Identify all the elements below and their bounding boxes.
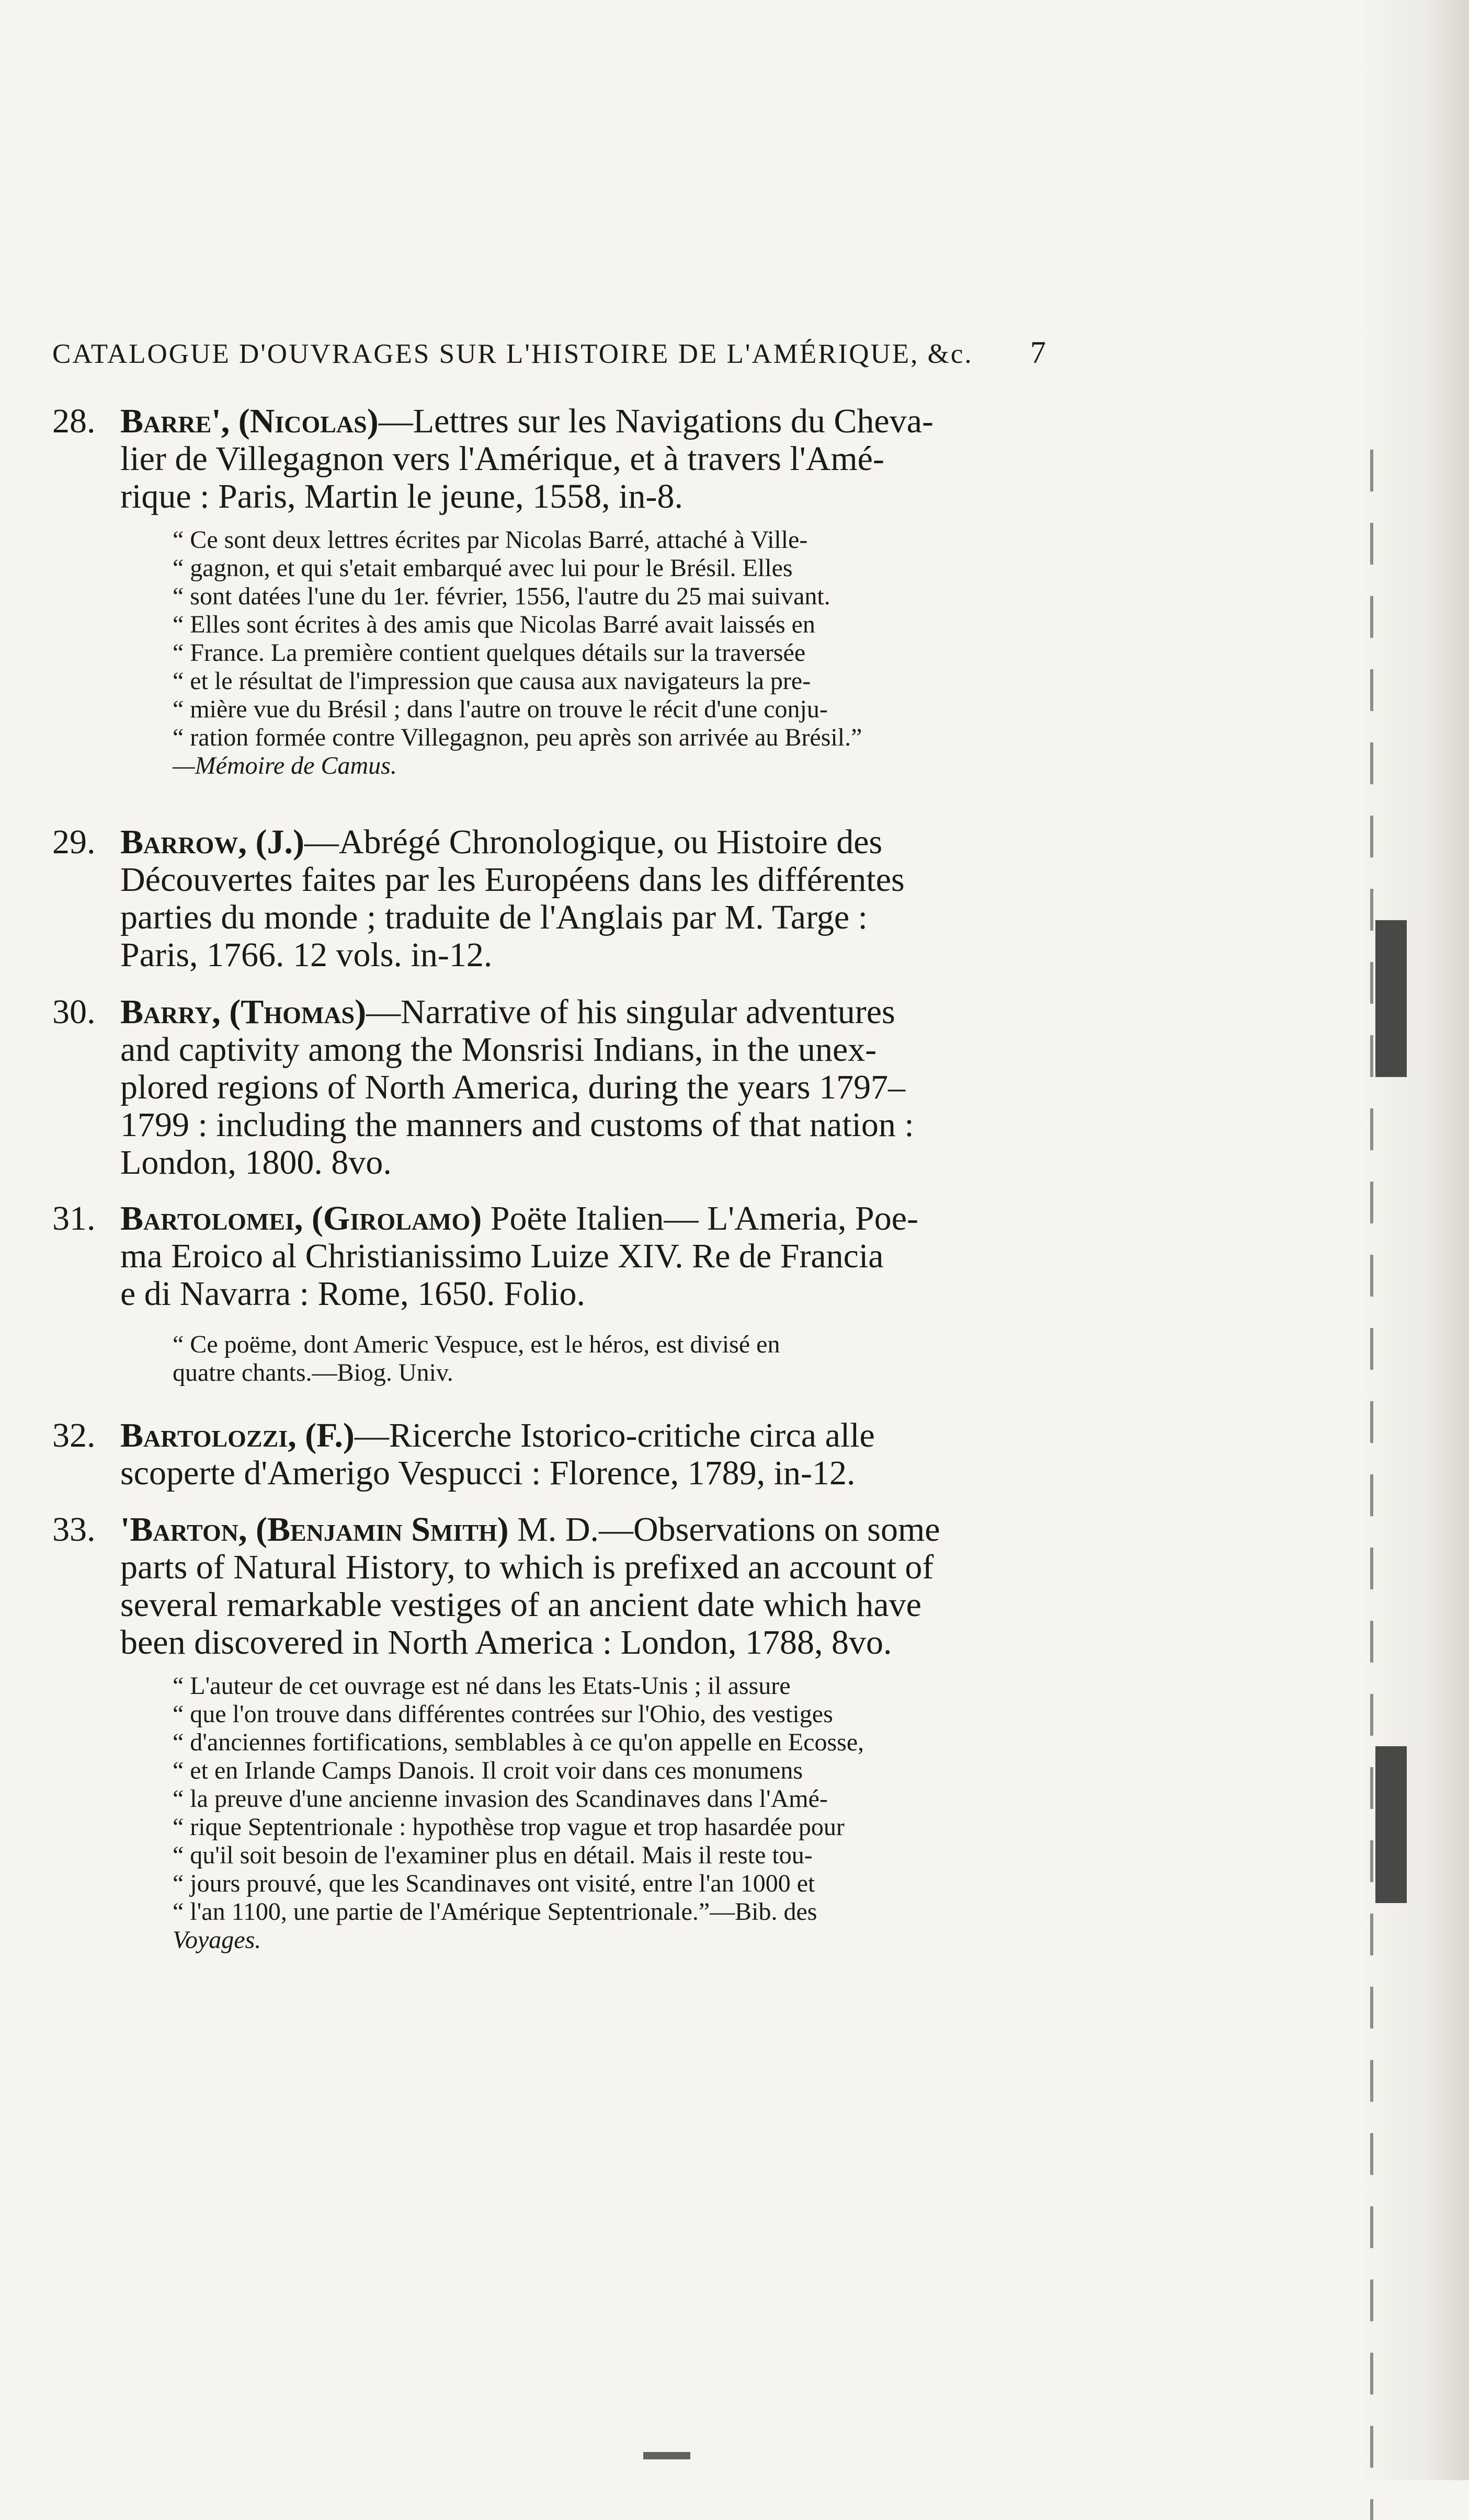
quote-line: “ sont datées l'une du 1er. février, 1556, l'autre du 25 mai suivant. <box>173 582 830 610</box>
entry-line: e di Navarra : Rome, 1650. Folio. <box>120 1275 586 1313</box>
entry-line <box>52 823 1056 861</box>
entry-line: Paris, 1766. 12 vols. in-12. <box>120 936 493 974</box>
quote-line: “ qu'il soit besoin de l'examiner plus en détail. Mais il reste tou- <box>173 1841 813 1869</box>
running-header <box>52 335 1046 371</box>
quote-line: “ la preuve d'une ancienne invasion des Scandinaves dans l'Amé- <box>173 1785 828 1813</box>
quote-line: “ Ce sont deux lettres écrites par Nicolas Barré, attaché à Ville- <box>173 526 808 554</box>
entry-text <box>52 1200 1056 1313</box>
entry-line-text: Poëte Italien— L'Ameria, Poe- <box>482 1199 919 1238</box>
entry-line <box>52 403 1056 440</box>
entry-number: 29. <box>52 823 96 861</box>
entry-line: been discovered in North America : London, 1788, 8vo. <box>120 1623 892 1662</box>
entry-text <box>52 993 1056 1182</box>
entry-author: Bartolomei, (Girolamo) <box>120 1199 482 1238</box>
header-title: CATALOGUE D'OUVRAGES SUR L'HISTOIRE DE L'AMÉRIQUE, &c. <box>52 339 973 369</box>
binding-shadow <box>1360 0 1469 2480</box>
entry-line <box>52 1200 1056 1238</box>
entry-text <box>52 1511 1056 1662</box>
quote-line: “ et en Irlande Camps Danois. Il croit voir dans ces monumens <box>173 1757 803 1784</box>
entry-line: Découvertes faites par les Européens dans les différentes <box>120 861 905 899</box>
entry-line: several remarkable vestiges of an ancient date which have <box>120 1586 921 1624</box>
catalogue-entry-32 <box>52 1417 1056 1492</box>
quote-line: “ ration formée contre Villegagnon, peu après son arrivée au Brésil.” <box>173 724 862 751</box>
entry-number: 28. <box>52 402 96 440</box>
entry-line <box>52 993 1056 1031</box>
quote-line: “ l'an 1100, une partie de l'Amérique Septentrionale.”—Bib. des <box>173 1898 817 1926</box>
entry-line-text: —Abrégé Chronologique, ou Histoire des <box>304 823 883 861</box>
quote-line: quatre chants.—Biog. Univ. <box>173 1359 453 1387</box>
entry-author: Bartolozzi, (F.) <box>120 1416 355 1454</box>
entry-line: scoperte d'Amerigo Vespucci : Florence, 1789, in-12. <box>120 1454 856 1492</box>
entry-quote <box>52 1672 1056 1954</box>
quote-line: “ mière vue du Brésil ; dans l'autre on trouve le récit d'une conju- <box>173 695 828 723</box>
quote-line: “ jours prouvé, que les Scandinaves ont visité, entre l'an 1000 et <box>173 1870 815 1897</box>
quote-source: Voyages. <box>173 1926 261 1954</box>
entry-author: Barrow, (J.) <box>120 823 304 861</box>
entry-line: rique : Paris, Martin le jeune, 1558, in-8. <box>120 477 683 516</box>
entry-line-text: —Narrative of his singular adventures <box>366 993 895 1031</box>
entry-number: 31. <box>52 1199 96 1238</box>
entry-number: 30. <box>52 993 96 1031</box>
catalogue-entry-30 <box>52 993 1056 1182</box>
quote-line: “ France. La première contient quelques détails sur la traversée <box>173 639 806 667</box>
entry-line <box>52 1417 1056 1454</box>
entry-line-text: —Lettres sur les Navigations du Cheva- <box>378 402 933 440</box>
quote-line: “ rique Septentrionale : hypothèse trop vague et trop hasardée pour <box>173 1813 845 1841</box>
entry-line: parts of Natural History, to which is prefixed an account of <box>120 1548 934 1586</box>
entry-line: plored regions of North America, during the years 1797– <box>120 1068 906 1106</box>
quote-line: “ Ce poëme, dont Americ Vespuce, est le héros, est divisé en <box>173 1331 780 1358</box>
entry-quote <box>52 526 1056 780</box>
quote-line: “ gagnon, et qui s'etait embarqué avec lui pour le Brésil. Elles <box>173 554 793 582</box>
quote-source: —Mémoire de Camus. <box>173 752 397 780</box>
entry-author: 'Barton, (Benjamin Smith) <box>120 1510 509 1549</box>
entry-number: 32. <box>52 1416 96 1454</box>
catalogue-entry-28 <box>52 403 1056 780</box>
scan-edge-artifact <box>1370 450 1373 2520</box>
entry-number: 33. <box>52 1510 96 1549</box>
entry-line: 1799 : including the manners and customs of that nation : <box>120 1106 914 1144</box>
entry-text <box>52 1417 1056 1492</box>
quote-line: “ et le résultat de l'impression que causa aux navigateurs la pre- <box>173 667 811 695</box>
page-number: 7 <box>1030 335 1046 370</box>
entry-line: ma Eroico al Christianissimo Luize XIV. Re de Francia <box>120 1237 884 1275</box>
catalogue-entry-29 <box>52 823 1056 974</box>
quote-line: “ Elles sont écrites à des amis que Nicolas Barré avait laissés en <box>173 611 815 638</box>
entry-text <box>52 403 1056 516</box>
scan-edge-artifact <box>1375 1746 1407 1903</box>
entry-author: Barre', (Nicolas) <box>120 402 379 440</box>
entry-line <box>52 1511 1056 1549</box>
scan-bottom-artifact <box>643 2452 690 2459</box>
entry-line: London, 1800. 8vo. <box>120 1143 392 1182</box>
entry-line: and captivity among the Monsrisi Indians, in the unex- <box>120 1030 877 1069</box>
entry-line: parties du monde ; traduite de l'Anglais par M. Targe : <box>120 898 868 936</box>
entry-author: Barry, (Thomas) <box>120 993 367 1031</box>
entry-quote <box>52 1331 1056 1387</box>
quote-line: “ d'anciennes fortifications, semblables à ce qu'on appelle en Ecosse, <box>173 1728 864 1756</box>
catalogue-entry-33 <box>52 1511 1056 1954</box>
entry-line-text: —Ricerche Istorico-critiche circa alle <box>354 1416 875 1454</box>
entry-line-text: M. D.—Observations on some <box>508 1510 940 1549</box>
quote-line: “ L'auteur de cet ouvrage est né dans les Etats-Unis ; il assure <box>173 1672 791 1700</box>
entry-line: lier de Villegagnon vers l'Amérique, et à travers l'Amé- <box>120 440 884 478</box>
quote-line: “ que l'on trouve dans différentes contrées sur l'Ohio, des vestiges <box>173 1700 833 1728</box>
catalogue-entry-31 <box>52 1200 1056 1387</box>
entry-text <box>52 823 1056 974</box>
scan-edge-artifact <box>1375 920 1407 1077</box>
